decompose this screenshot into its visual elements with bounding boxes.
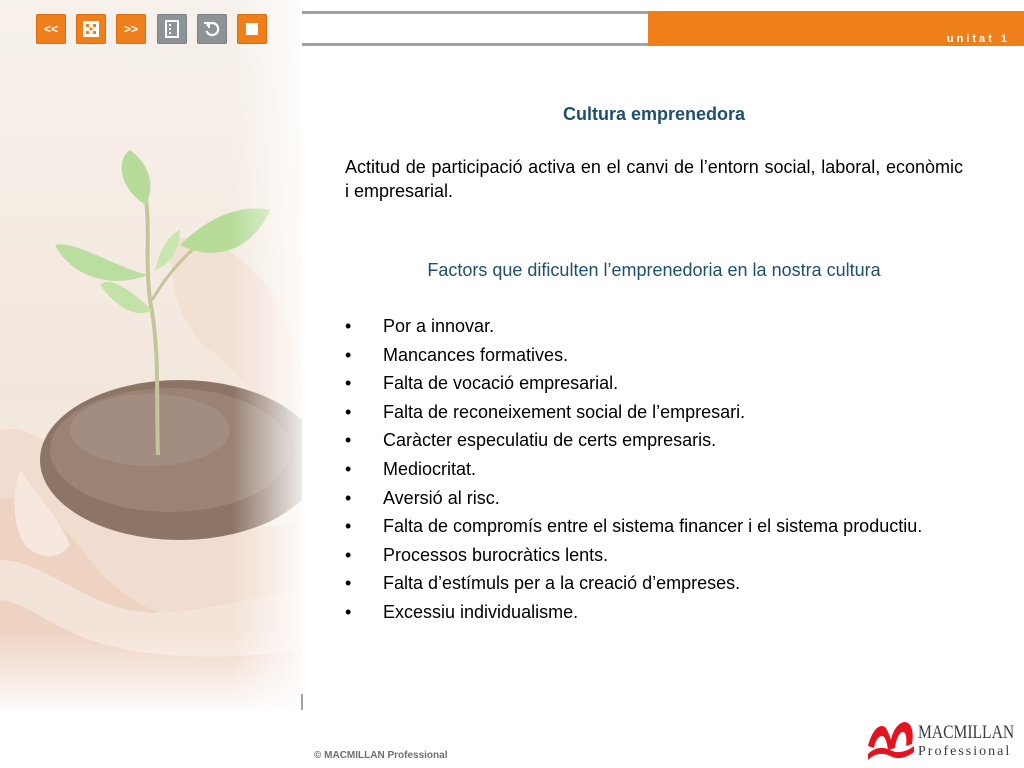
list-item — [345, 571, 963, 595]
stop-icon — [245, 22, 259, 36]
definition-text: Actitud de participació activa en el canvi de l’entorn social, laboral, econòmic i empresarial. — [345, 157, 963, 201]
bullet: • — [345, 401, 352, 422]
list-item — [345, 343, 963, 367]
macmillan-logo-icon — [866, 716, 916, 762]
list-item-text: Falta de compromís entre el sistema financer i el sistema productiu. — [383, 516, 923, 537]
unit-label: unitat 1 — [946, 33, 1010, 45]
bullet: • — [345, 316, 352, 336]
back-icon — [203, 20, 221, 38]
list-item — [345, 371, 963, 395]
factors-heading: Factors que dificulten l’emprenedoria en la nostra cultura — [427, 260, 881, 280]
list-item — [345, 457, 963, 481]
header-border-bottom — [302, 43, 648, 46]
header-title-field — [302, 14, 646, 43]
list-item — [345, 543, 963, 567]
index-icon — [83, 21, 99, 37]
bullet: • — [345, 430, 352, 451]
list-item-text: Falta d’estímuls per a la creació d’empreses. — [383, 573, 741, 594]
copyright-notice: © MACMILLAN Professional — [314, 750, 448, 761]
next-button[interactable] — [116, 14, 146, 44]
factors-list — [345, 314, 963, 629]
bullet: • — [345, 544, 352, 565]
bullet: • — [345, 516, 352, 537]
list-item-text: Processos burocràtics lents. — [383, 544, 609, 565]
list-item — [345, 486, 963, 510]
section-title: Cultura emprenedora — [562, 104, 746, 124]
bullet: • — [345, 458, 352, 479]
list-item-text: Mediocritat. — [383, 458, 477, 479]
list-button[interactable] — [157, 14, 187, 44]
list-item — [345, 314, 963, 338]
list-item — [345, 400, 963, 424]
back-button[interactable] — [197, 14, 227, 44]
index-button[interactable] — [76, 14, 106, 44]
list-item-text: Excessiu individualisme. — [383, 601, 579, 622]
list-item — [345, 514, 963, 538]
panel-divider — [301, 694, 303, 710]
list-item-text: Falta de reconeixement social de l’empresari. — [383, 401, 746, 422]
background-photo — [0, 0, 302, 710]
bullet: • — [345, 487, 352, 508]
logo-wordmark: MACMILLAN — [918, 722, 1015, 743]
list-icon — [165, 20, 179, 38]
logo-tagline: Professional — [918, 744, 1012, 759]
list-item-text: Falta de vocació empresarial. — [383, 373, 619, 394]
bullet: • — [345, 601, 352, 622]
list-item-text: Caràcter especulatiu de certs empresaris. — [383, 430, 717, 451]
bullet: • — [345, 373, 352, 394]
bullet: • — [345, 344, 352, 365]
list-item-text: Aversió al risc. — [383, 487, 500, 508]
header-accent-bar — [648, 11, 1024, 46]
next-icon: >> — [123, 22, 138, 36]
prev-icon: << — [43, 22, 58, 36]
stop-button[interactable] — [237, 14, 267, 44]
list-item-text: Mancances formatives. — [383, 344, 569, 365]
macmillan-logo — [866, 716, 1016, 762]
list-item-text: Por a innovar. — [383, 316, 495, 336]
bullet: • — [345, 573, 352, 594]
list-item — [345, 428, 963, 452]
prev-button[interactable] — [36, 14, 66, 44]
list-item — [345, 600, 963, 624]
